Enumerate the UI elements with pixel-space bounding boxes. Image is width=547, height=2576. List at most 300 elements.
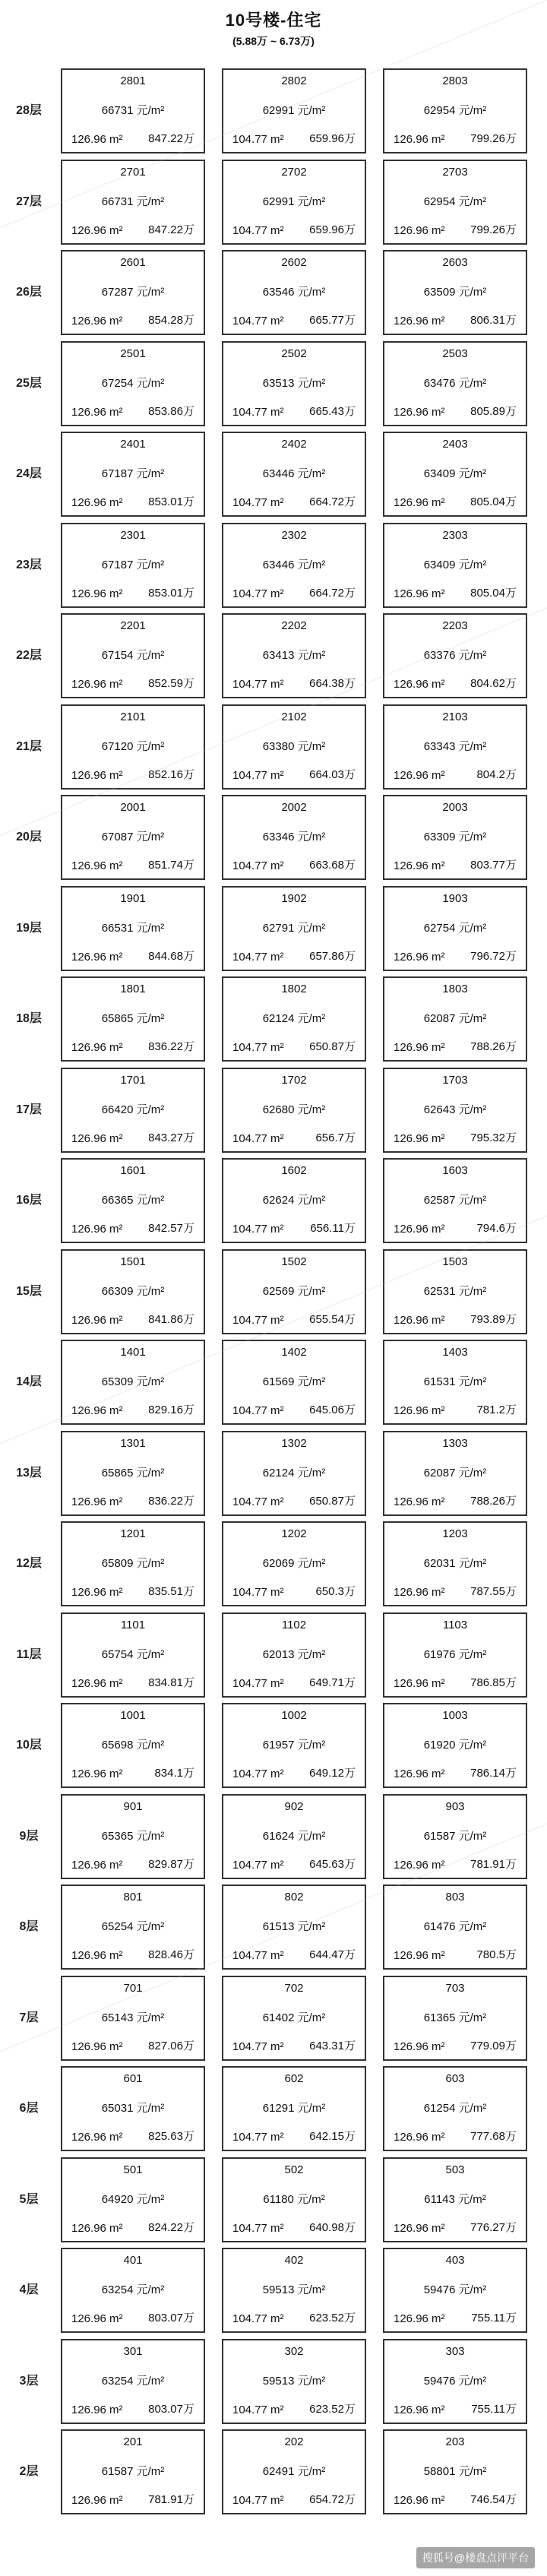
unit-price [384,1191,526,1207]
unit-price-value: 61976 [423,1647,456,1661]
unit-price [384,193,526,209]
unit-total-price: 664.72万 [309,495,356,508]
unit-price-unit: 元/m² [458,1647,487,1661]
unit-area: 126.96 m² [394,2494,445,2507]
unit-area: 126.96 m² [71,405,123,419]
unit-number: 301 [123,2344,143,2358]
unit-number: 603 [445,2072,465,2085]
unit-total-price: 777.68万 [470,2130,517,2143]
unit-number: 2302 [281,528,307,542]
unit-price [384,1555,526,1571]
unit-number: 2702 [281,165,307,179]
unit-price-value: 61569 [262,1375,295,1388]
unit-cell [222,886,366,971]
unit-cell [383,523,527,608]
unit-cell [61,886,205,971]
unit-cell [61,1249,205,1334]
unit-cell [383,68,527,153]
unit-number: 2802 [281,74,307,87]
unit-area: 104.77 m² [232,1404,284,1417]
floor-label: 14层 [16,1375,42,1388]
unit-price-unit: 元/m² [136,1375,165,1388]
floor-row [0,1065,547,1156]
unit-number: 1902 [281,891,307,905]
unit-price-unit: 元/m² [136,1194,165,1207]
unit-number: 2503 [442,347,468,360]
unit-cell [222,1976,366,2061]
unit-number: 701 [123,1981,143,1995]
unit-total-price: 825.63万 [148,2130,194,2143]
unit-cell [383,1703,527,1788]
unit-area: 104.77 m² [232,587,284,600]
unit-number: 1703 [442,1073,468,1087]
unit-price-value: 65698 [101,1739,134,1752]
unit-cell [61,1158,205,1243]
unit-price [62,1101,204,1117]
unit-price [384,1283,526,1299]
unit-area: 126.96 m² [71,2403,123,2416]
unit-cell [222,1612,366,1698]
unit-total-price: 755.11万 [471,2402,517,2416]
floor-label: 23层 [16,558,42,571]
unit-price-unit: 元/m² [297,1012,326,1025]
unit-price [223,2463,365,2479]
unit-price-value: 63309 [423,831,456,843]
unit-total-price: 781.91万 [148,2493,194,2506]
unit-price [384,2191,526,2207]
unit-price-value: 63409 [423,467,456,480]
unit-price-unit: 元/m² [458,104,487,117]
unit-total-price: 844.68万 [148,949,194,963]
unit-price-value: 67254 [101,376,134,390]
unit-area: 104.77 m² [232,1949,284,1962]
unit-price [384,1373,526,1389]
unit-total-price: 780.5万 [476,1948,517,1961]
unit-number: 1901 [120,891,146,905]
floor-row [0,1973,547,2064]
unit-area: 104.77 m² [232,2312,284,2325]
unit-total-price: 852.16万 [148,767,194,781]
unit-cell [61,68,205,153]
floor-label: 16层 [16,1194,42,1207]
unit-total-price: 650.87万 [309,1494,356,1508]
unit-price [62,1646,204,1662]
unit-cell [222,68,366,153]
unit-total-price: 781.91万 [470,1857,517,1871]
unit-price [384,1736,526,1752]
unit-area: 126.96 m² [71,2312,123,2325]
unit-price-value: 63509 [423,286,456,299]
unit-total-price: 853.86万 [148,404,194,418]
unit-total-price: 835.51万 [148,1585,194,1598]
unit-price-value: 62624 [262,1194,295,1207]
floor-label: 26层 [16,286,42,299]
unit-area: 126.96 m² [71,1131,123,1145]
unit-total-price: 665.43万 [309,404,356,418]
unit-area: 126.96 m² [71,859,123,872]
unit-price [223,556,365,572]
unit-price-unit: 元/m² [458,831,487,843]
unit-cell [61,1340,205,1425]
unit-area: 126.96 m² [394,1041,445,1054]
unit-price-value: 63446 [262,558,295,571]
unit-cell [61,341,205,426]
unit-number: 1803 [442,983,468,995]
unit-number: 1502 [281,1255,307,1268]
unit-area: 126.96 m² [71,1495,123,1508]
unit-price-value: 64920 [101,2192,134,2206]
unit-area: 126.96 m² [71,1041,123,1054]
unit-area: 126.96 m² [394,315,445,328]
unit-area: 126.96 m² [71,1676,123,1690]
unit-price-value: 66731 [101,195,134,208]
unit-price [384,283,526,299]
unit-number: 2602 [281,256,307,269]
unit-price-unit: 元/m² [297,2192,325,2206]
unit-number: 1903 [442,891,468,905]
unit-area: 126.96 m² [394,859,445,872]
floor-row [0,2245,547,2336]
unit-price-value: 63254 [101,2374,134,2388]
unit-cell [383,160,527,245]
unit-price-value: 61254 [423,2102,456,2115]
unit-total-price: 829.87万 [148,1857,194,1871]
unit-total-price: 829.16万 [148,1404,194,1416]
unit-price-unit: 元/m² [136,1739,165,1752]
unit-cell [383,2066,527,2151]
unit-cell [383,1249,527,1334]
unit-cell [222,1068,366,1153]
unit-area: 104.77 m² [232,133,284,146]
unit-area: 126.96 m² [71,496,123,509]
unit-price [62,556,204,572]
unit-total-price: 654.72万 [309,2493,356,2506]
unit-price-unit: 元/m² [136,739,165,753]
unit-price [384,1918,526,1934]
floor-label: 6层 [19,2102,39,2115]
unit-price-unit: 元/m² [136,558,165,571]
unit-cell [383,1158,527,1243]
unit-cell [61,2066,205,2151]
unit-price-value: 63376 [423,649,456,662]
unit-price-value: 63409 [423,558,456,571]
unit-price-unit: 元/m² [458,921,487,935]
floor-label: 24层 [16,467,42,480]
unit-price [223,1918,365,1934]
unit-cell [222,2157,366,2242]
unit-price-unit: 元/m² [458,2011,487,2024]
unit-total-price: 834.81万 [148,1676,194,1689]
unit-price [384,465,526,481]
floor-row [0,1791,547,1882]
unit-area: 126.96 m² [394,678,445,691]
unit-cell [61,250,205,335]
unit-area: 126.96 m² [394,1858,445,1872]
unit-number: 1101 [120,1618,146,1631]
unit-number: 1603 [442,1164,468,1177]
unit-number: 302 [284,2344,304,2358]
unit-total-price: 795.32万 [470,1131,517,1144]
unit-price-unit: 元/m² [136,195,165,208]
unit-price [384,828,526,844]
unit-price [223,102,365,118]
unit-area: 104.77 m² [232,1676,284,1690]
unit-cell [61,976,205,1062]
unit-number: 401 [123,2254,143,2267]
floor-row [0,883,547,974]
unit-total-price: 843.27万 [148,1131,194,1144]
unit-price [384,1464,526,1480]
unit-area: 104.77 m² [232,859,284,872]
unit-price [384,2463,526,2479]
floor-row [0,973,547,1065]
unit-price-unit: 元/m² [297,467,326,480]
unit-number: 801 [123,1891,143,1904]
unit-number: 2402 [281,438,307,451]
unit-number: 403 [445,2254,465,2267]
floor-row [0,1518,547,1609]
unit-number: 1501 [120,1255,146,1268]
unit-area: 126.96 m² [71,1313,123,1327]
unit-price [62,1828,204,1843]
unit-price-value: 63343 [423,739,456,753]
unit-total-price: 827.06万 [148,2039,194,2052]
unit-price-unit: 元/m² [458,2374,487,2388]
unit-cell [222,250,366,335]
unit-total-price: 799.26万 [470,132,517,145]
unit-price-value: 62569 [262,1284,295,1298]
unit-price [62,2191,204,2207]
unit-price [62,1191,204,1207]
unit-price-value: 62531 [423,1284,456,1298]
unit-price-value: 63476 [423,376,456,390]
unit-cell [61,1976,205,2061]
unit-area: 126.96 m² [394,1767,445,1780]
unit-cell [222,795,366,880]
unit-price [384,375,526,391]
unit-number: 2701 [120,165,146,179]
unit-number: 803 [445,1891,465,1904]
unit-price [223,2009,365,2025]
unit-number: 2501 [120,347,146,360]
page-title: 10号楼-住宅 [225,11,322,30]
unit-cell [383,432,527,517]
unit-cell [383,2248,527,2333]
unit-total-price: 650.3万 [315,1585,356,1598]
unit-price-value: 65865 [101,1466,134,1479]
unit-cell [222,341,366,426]
source-watermark: 搜狐号@楼盘点评平台 [416,2547,535,2568]
unit-price [223,1555,365,1571]
unit-total-price: 836.22万 [148,1040,194,1053]
unit-total-price: 644.47万 [309,1948,356,1961]
unit-price [62,738,204,754]
unit-price [384,2372,526,2388]
unit-total-price: 623.52万 [309,2402,356,2416]
unit-price-unit: 元/m² [297,1920,326,1933]
unit-price-value: 63254 [101,2283,134,2296]
unit-price-unit: 元/m² [297,1375,326,1388]
unit-cell [222,1340,366,1425]
unit-number: 1201 [120,1527,146,1540]
unit-total-price: 803.07万 [148,2312,194,2324]
unit-price-unit: 元/m² [136,2283,165,2296]
unit-cell [222,2248,366,2333]
unit-price-value: 59513 [262,2374,295,2388]
unit-price [384,2281,526,2297]
unit-total-price: 656.7万 [315,1131,356,1144]
unit-price-unit: 元/m² [458,1920,487,1933]
unit-price [223,2191,365,2207]
unit-number: 2001 [120,801,146,814]
unit-cell [222,1885,366,1970]
unit-price-unit: 元/m² [297,2011,326,2024]
unit-price-unit: 元/m² [297,2465,326,2478]
unit-price-unit: 元/m² [458,1557,487,1570]
unit-price [62,2009,204,2025]
unit-price-value: 61531 [423,1375,456,1388]
unit-price-value: 62124 [262,1466,295,1479]
unit-area: 126.96 m² [394,2221,445,2235]
floor-row [0,610,547,701]
unit-price-value: 61587 [423,1829,456,1843]
unit-price-unit: 元/m² [458,1739,487,1752]
floor-row [0,2154,547,2245]
unit-cell [61,432,205,517]
unit-cell [61,795,205,880]
floor-label: 20层 [16,831,42,843]
unit-area: 126.96 m² [394,405,445,419]
unit-total-price: 805.04万 [470,586,517,600]
unit-total-price: 645.06万 [309,1404,356,1416]
unit-area: 104.77 m² [232,1495,284,1508]
unit-number: 902 [284,1799,304,1813]
unit-price [62,2463,204,2479]
unit-area: 104.77 m² [232,678,284,691]
unit-total-price: 649.12万 [309,1767,356,1780]
unit-price [62,1464,204,1480]
unit-cell [222,1431,366,1516]
floor-label: 2层 [19,2465,39,2478]
unit-cell [61,2429,205,2514]
unit-price-unit: 元/m² [458,2102,487,2115]
unit-area: 126.96 m² [71,2221,123,2235]
unit-price-unit: 元/m² [297,1103,326,1116]
unit-number: 2002 [281,801,307,814]
unit-number: 1702 [281,1073,307,1087]
unit-price [384,1010,526,1026]
price-range-subtitle: (5.88万 ~ 6.73万) [232,35,315,47]
unit-price-unit: 元/m² [297,1194,326,1207]
unit-price-unit: 元/m² [458,1284,487,1298]
unit-total-price: 656.11万 [310,1222,356,1235]
unit-price-unit: 元/m² [297,2283,326,2296]
unit-number: 2603 [442,256,468,269]
unit-area: 104.77 m² [232,2403,284,2416]
unit-area: 126.96 m² [394,496,445,509]
unit-area: 126.96 m² [394,133,445,146]
unit-price-unit: 元/m² [458,2283,487,2296]
unit-area: 104.77 m² [232,315,284,328]
unit-cell [222,1158,366,1243]
unit-price-value: 65143 [101,2011,134,2024]
unit-price [223,919,365,935]
unit-total-price: 663.68万 [309,859,356,872]
unit-price [384,556,526,572]
unit-area: 126.96 m² [71,1404,123,1417]
unit-price-unit: 元/m² [297,558,326,571]
unit-cell [61,2339,205,2424]
unit-number: 501 [123,2163,143,2176]
unit-price-unit: 元/m² [136,2192,165,2206]
unit-price-unit: 元/m² [297,376,326,390]
unit-area: 104.77 m² [232,2040,284,2053]
unit-price-value: 67087 [101,831,134,843]
unit-total-price: 776.27万 [470,2220,517,2234]
unit-price-value: 63346 [262,831,295,843]
unit-price-value: 61476 [423,1920,456,1933]
floor-row [0,1246,547,1337]
floor-row [0,429,547,520]
unit-number: 502 [284,2163,304,2176]
unit-price-value: 65365 [101,1829,134,1843]
unit-area: 126.96 m² [71,2131,123,2144]
unit-area: 104.77 m² [232,1223,284,1236]
unit-price [223,1373,365,1389]
unit-price [62,375,204,391]
unit-cell [222,2429,366,2514]
unit-number: 1102 [281,1618,307,1631]
unit-cell [222,1703,366,1788]
unit-price-unit: 元/m² [297,831,326,843]
unit-number: 1801 [120,983,146,995]
unit-total-price: 853.01万 [148,586,194,600]
unit-price-unit: 元/m² [136,1920,165,1933]
unit-number: 1401 [120,1346,146,1359]
floor-row [0,520,547,611]
unit-number: 1602 [281,1164,307,1177]
unit-area: 126.96 m² [394,768,445,782]
unit-cell [222,523,366,608]
unit-price [223,375,365,391]
unit-number: 1003 [442,1709,468,1722]
floor-label: 13层 [16,1466,42,1479]
unit-number: 1103 [442,1618,468,1631]
unit-price-unit: 元/m² [458,2465,487,2478]
unit-price [223,1101,365,1117]
unit-price-value: 62643 [423,1103,456,1116]
floor-row [0,792,547,883]
unit-price-unit: 元/m² [136,104,165,117]
unit-cell [61,1068,205,1153]
unit-price [223,1646,365,1662]
unit-price [62,1555,204,1571]
unit-area: 126.96 m² [394,1313,445,1327]
floor-label: 10层 [16,1739,42,1752]
unit-number: 203 [445,2435,465,2448]
unit-total-price: 657.86万 [309,949,356,963]
unit-price-unit: 元/m² [136,921,165,935]
unit-price-unit: 元/m² [136,831,165,843]
unit-price [62,2372,204,2388]
unit-area: 104.77 m² [232,1767,284,1780]
unit-area: 104.77 m² [232,2131,284,2144]
unit-total-price: 659.96万 [309,223,356,236]
unit-cell [61,1794,205,1879]
unit-number: 903 [445,1799,465,1813]
unit-cell [222,976,366,1062]
unit-total-price: 796.72万 [470,949,517,963]
